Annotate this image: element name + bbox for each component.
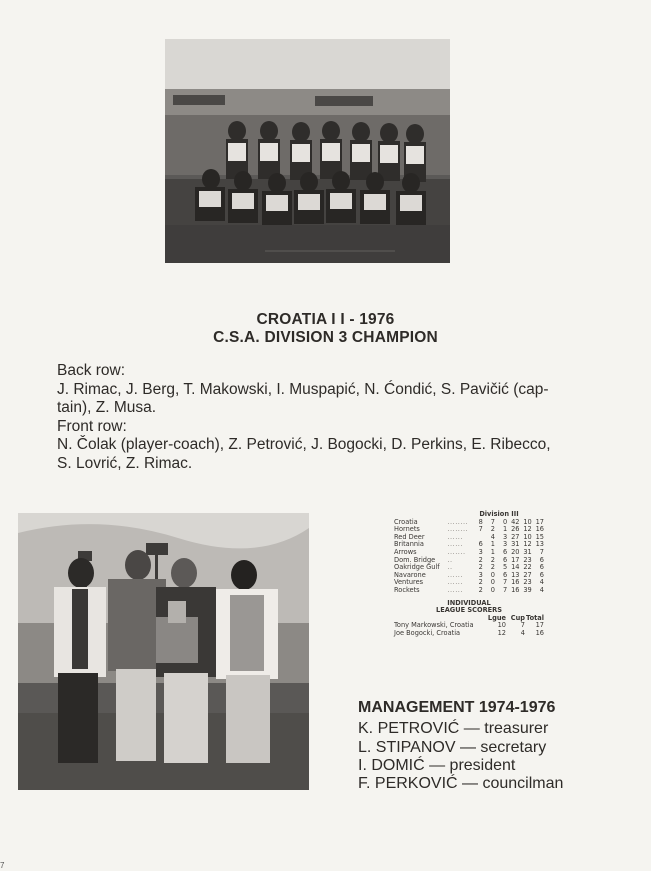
team-name: Dom. Bridge [394,555,436,564]
standings-value: 31 [511,540,520,549]
standings-value: 6 [503,547,508,556]
management-line: K. PETROVIĆ — treasurer [358,720,549,737]
scorer-value: 16 [535,628,544,637]
leader-dots: ...... [447,570,463,579]
standings-table [394,519,544,595]
front-row-line: S. Lovrić, Z. Rimac. [57,454,193,472]
back-row-line: J. Rimac, J. Berg, T. Makowski, I. Muspapić, N. Ćondić, S. Pavičić (cap- [57,380,549,398]
standings-value: 26 [511,525,520,534]
roster [57,362,587,474]
scorers-table [394,615,544,638]
standings-value: 16 [511,578,520,587]
standings-value: 0 [490,578,495,587]
leader-dots: ........ [447,525,469,534]
scorers-subheading: LEAGUE SCORERS [436,606,502,615]
management-line: I. DOMIĆ — president [358,757,516,774]
standings-value: 31 [523,547,532,556]
scorer-value: 17 [535,621,544,630]
standings-value: 4 [490,532,495,541]
standings-value: 2 [490,525,495,534]
leader-dots: ...... [447,540,463,549]
standings-value: 3 [478,570,483,579]
standings-value: 7 [478,525,483,534]
standings-value: 17 [535,517,544,526]
standings-value: 3 [503,540,508,549]
standings-value: 12 [523,540,532,549]
standings-value: 20 [511,547,520,556]
team-name: Navarone [394,570,426,579]
scorers-col-header: Cup [510,613,525,622]
team-name: Rockets [394,585,420,594]
standings-value: 23 [523,578,532,587]
team-name: Red Deer [394,532,425,541]
page-title: CROATIA I I - 1976 [256,311,395,328]
standings-row [394,587,544,595]
standings-value: 7 [490,517,495,526]
standings-value: 6 [539,555,544,564]
standings-value: 6 [539,570,544,579]
standings-heading: Division III [479,510,519,518]
scorer-name: Tony Markowski, Croatia [394,621,474,630]
team-name: Arrows [394,547,417,556]
leader-dots: ...... [447,585,463,594]
standings-value: 4 [539,578,544,587]
team-name: Oakridge Gulf [394,563,440,572]
standings-value: 14 [511,563,520,572]
standings-value: 16 [511,585,520,594]
scorer-value: 12 [497,628,506,637]
leader-dots: .. [447,555,453,564]
standings-value: 3 [478,547,483,556]
standings-value: 0 [490,570,495,579]
page-subtitle: C.S.A. DIVISION 3 CHAMPION [213,329,438,346]
standings-value: 6 [503,570,508,579]
standings-value: 2 [478,585,483,594]
front-row-line: N. Čolak (player-coach), Z. Petrović, J. Bogocki, D. Perkins, E. Ribecco, [57,436,551,454]
standings-value: 2 [490,563,495,572]
standings-value: 7 [503,578,508,587]
standings-value: 10 [523,517,532,526]
standings-value: 4 [539,585,544,594]
standings-value: 42 [511,517,520,526]
division-standings [394,511,544,638]
standings-value: 39 [523,585,532,594]
leader-dots: ...... [447,532,463,541]
team-name: Hornets [394,525,420,534]
standings-value: 1 [503,525,508,534]
standings-value: 8 [478,517,483,526]
standings-value: 7 [539,547,544,556]
leader-dots: .. [447,563,453,572]
management-line: L. STIPANOV — secretary [358,739,547,756]
back-row-line: tain), Z. Musa. [57,399,157,417]
standings-value: 6 [539,563,544,572]
standings-value: 12 [523,525,532,534]
standings-value: 23 [523,555,532,564]
standings-value: 1 [490,540,495,549]
standings-value: 27 [511,532,520,541]
standings-value: 6 [478,540,483,549]
page-number: 7 [0,861,5,870]
team-name: Ventures [394,578,424,587]
scorers-col-header: Total [525,613,544,622]
leader-dots: ........ [447,517,469,526]
standings-value: 13 [535,540,544,549]
standings-value: 5 [503,563,508,572]
standings-value: 13 [511,570,520,579]
scorers-col-header: Lgue [487,613,506,622]
leader-dots: ...... [447,578,463,587]
standings-value: 2 [478,578,483,587]
standings-value: 15 [535,532,544,541]
standings-value: 22 [523,563,532,572]
management-heading: MANAGEMENT 1974-1976 [358,699,556,716]
team-photo [165,39,450,263]
management-photo [18,513,309,790]
standings-value: 0 [503,517,508,526]
standings-value: 1 [490,547,495,556]
standings-value: 7 [503,585,508,594]
scorer-name: Joe Bogocki, Croatia [394,628,461,637]
back-row-label: Back row: [57,362,126,379]
team-photo-graphic [165,39,450,263]
standings-value: 10 [523,532,532,541]
standings-value: 2 [490,555,495,564]
standings-value: 2 [478,555,483,564]
person-3 [156,558,216,763]
scorer-row [394,630,544,638]
management-photo-graphic [18,513,309,790]
standings-value: 3 [503,532,508,541]
standings-value: 27 [523,570,532,579]
standings-value: 0 [490,585,495,594]
standings-value: 2 [478,563,483,572]
scorer-value: 10 [497,621,506,630]
scorers-heading: INDIVIDUAL [447,598,491,607]
standings-value: 16 [535,525,544,534]
management-line: F. PERKOVIĆ — councilman [358,775,564,792]
team-name: Croatia [394,517,418,526]
standings-value: 17 [511,555,520,564]
team-name: Britannia [394,540,424,549]
front-row-label: Front row: [57,417,127,435]
standings-value: 6 [503,555,508,564]
leader-dots: ....... [447,547,466,556]
scorer-value: 4 [520,628,525,637]
scorer-value: 7 [520,621,525,630]
